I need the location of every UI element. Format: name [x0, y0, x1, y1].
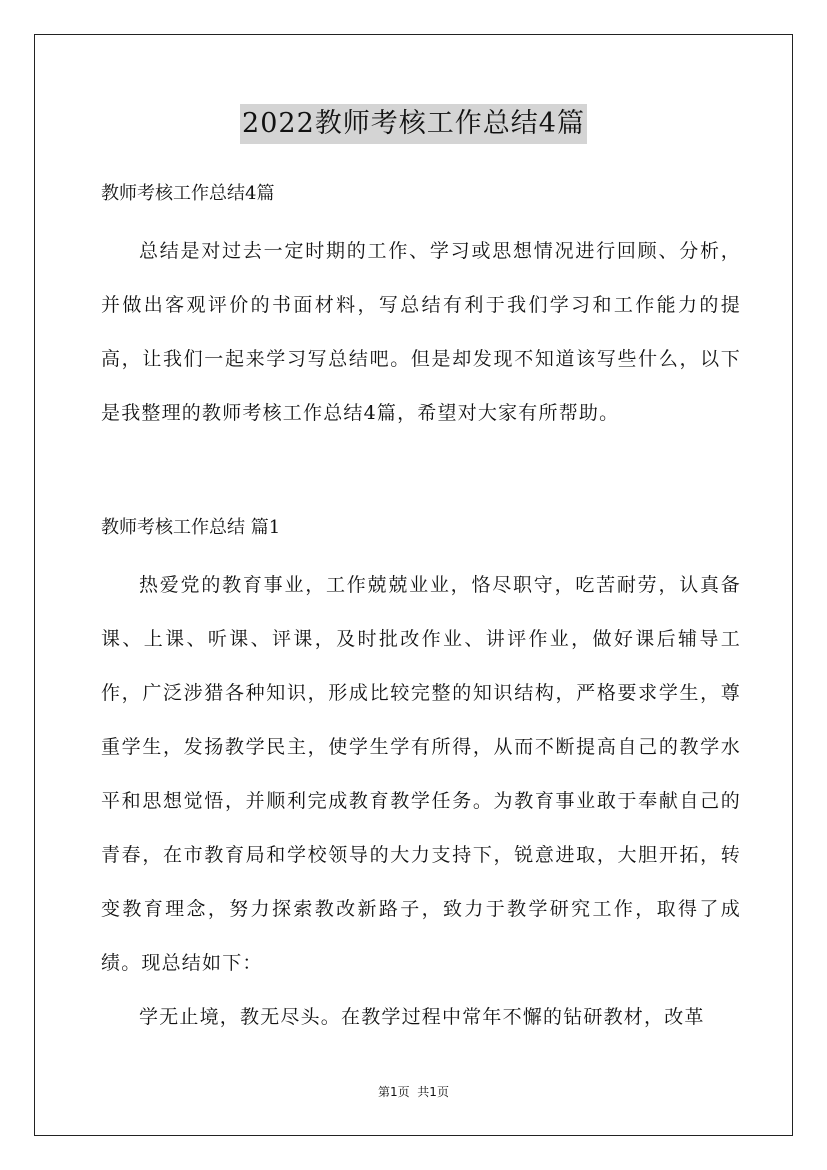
- section-paragraph: 学无止境，教无尽头。在教学过程中常年不懈的钻研教材，改革: [139, 1006, 705, 1028]
- document-subtitle: 教师考核工作总结4篇: [101, 183, 275, 204]
- page-footer: 第1页 共1页: [378, 1085, 449, 1099]
- section-gap: [101, 440, 741, 510]
- section-heading: 教师考核工作总结 篇1: [101, 517, 281, 538]
- section-paragraph: 热爱党的教育事业，工作兢兢业业，恪尽职守，吃苦耐劳，认真备课、上课、听课、评课，及时批改作业、讲评作业，做好课后辅导工作，广泛涉猎各种知识，形成比较完整的知识结构，严格要求学生，尊重学生，发扬教学民主，使学生学有所得，从而不断提高自己的教学水平和思想觉悟，并顺利完成教育教学任务。为教育事业敢于奉献自己的青春，在市教育局和学校领导的大力支持下，锐意进取，大胆开拓，转变教育理念，努力探索教改新路子，致力于教学研究工作，取得了成绩。现总结如下：: [101, 574, 741, 974]
- document-title: 2022教师考核工作总结4篇: [240, 104, 587, 144]
- intro-paragraph: 总结是对过去一定时期的工作、学习或思想情况进行回顾、分析，并做出客观评价的书面材料，写总结有利于我们学习和工作能力的提高，让我们一起来学习写总结吧。但是却发现不知道该写些什么，以下是我整理的教师考核工作总结4篇，希望对大家有所帮助。: [101, 240, 741, 424]
- document-body: [101, 176, 741, 1044]
- title-container: [0, 104, 827, 144]
